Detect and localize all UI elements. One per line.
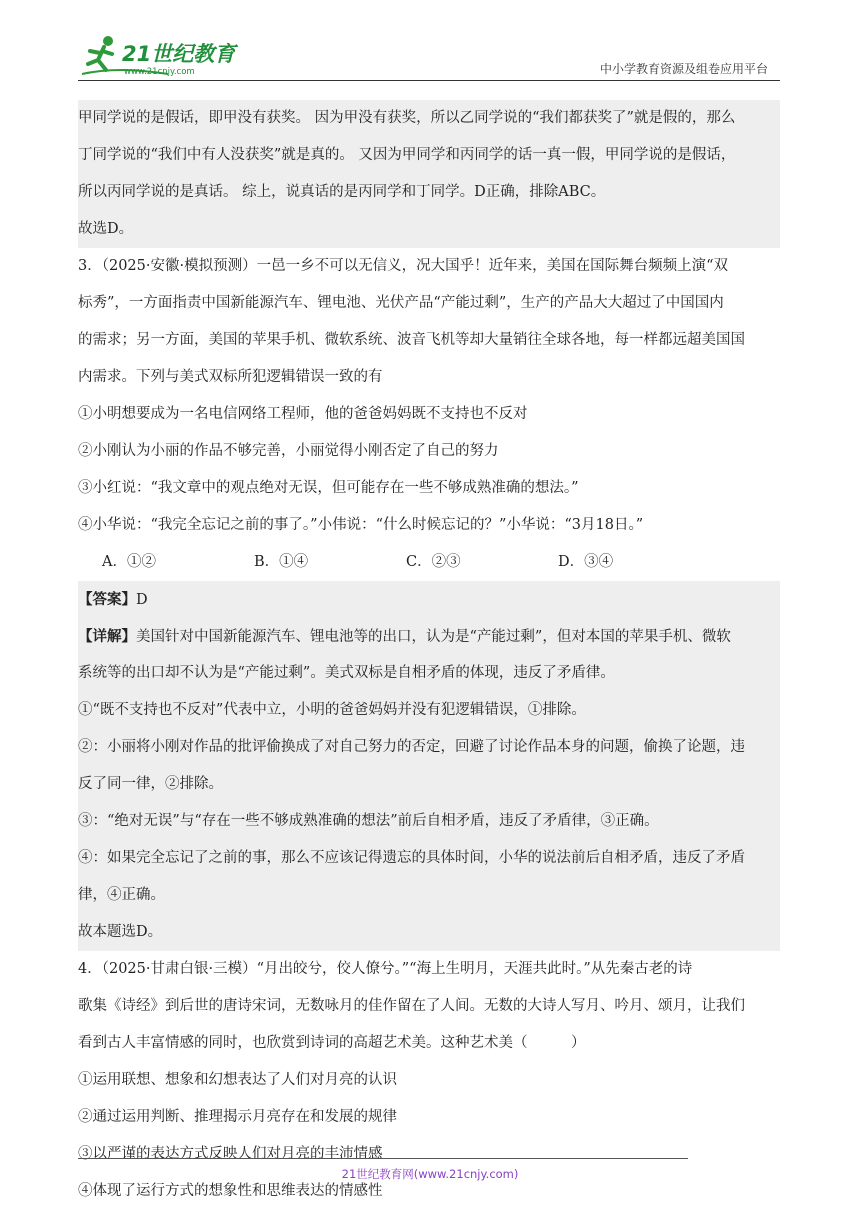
question-3-conclusion: 故本题选D。 <box>78 914 780 951</box>
option-b: B．①④ <box>254 554 309 570</box>
detail-line <box>78 618 780 655</box>
question-stem-line: 内需求。下列与美式双标所犯逻辑错误一致的有 <box>78 369 383 385</box>
header-platform-text: 中小学教育资源及组卷应用平台 <box>600 62 769 76</box>
detail-line: ①“既不支持也不反对”代表中立，小明的爸爸妈妈并没有犯逻辑错误，①排除。 <box>78 702 586 718</box>
detail-text: 美国针对中国新能源汽车、锂电池等的出口，认为是“产能过剩”，但对本国的苹果手机、微软 <box>136 629 731 645</box>
question-stem-line: 3．（2025·安徽·模拟预测）一邑一乡不可以无信义，况大国乎！近年来，美国在国际舞台频频上演“双 <box>78 258 729 274</box>
answer-line <box>78 581 780 618</box>
footer-divider <box>78 1158 688 1159</box>
answer-explanation-block <box>78 581 780 914</box>
statement-item: ②小刚认为小丽的作品不够完善，小丽觉得小刚否定了自己的努力 <box>78 443 499 459</box>
answer-value: D <box>136 592 148 608</box>
question-stem-line: 看到古人丰富情感的同时，也欣赏到诗词的高超艺术美。这种艺术美（ ） <box>78 1035 586 1051</box>
option-a: A．①② <box>102 554 156 570</box>
statement-item: ④体现了运行方式的想象性和思维表达的情感性 <box>78 1183 383 1199</box>
detail-line: 反了同一律，②排除。 <box>78 776 223 792</box>
detail-tag: 【详解】 <box>78 628 136 645</box>
statement-item: ③小红说：“我文章中的观点绝对无误，但可能存在一些不够成熟准确的想法。” <box>78 480 579 496</box>
option-d: D．③④ <box>558 554 614 570</box>
question-stem-line: 4．（2025·甘肃白银·三模）“月出皎兮，佼人僚兮。”“海上生明月，天涯共此时。”从先秦古老的诗 <box>78 961 693 977</box>
detail-line: ④：如果完全忘记了之前的事，那么不应该记得遗忘的具体时间，小华的说法前后自相矛盾，违反了矛盾 <box>78 850 745 866</box>
document-body <box>78 100 780 1210</box>
option-c: C．②③ <box>406 554 461 570</box>
text-line: 甲同学说的是假话，即甲没有获奖。 因为甲没有获奖，所以乙同学说的“我们都获奖了”就是假的，那么 <box>78 110 736 126</box>
detail-line: 律，④正确。 <box>78 887 165 903</box>
logo-url: www.21cnjy.com <box>124 67 195 77</box>
text-line: 所以丙同学说的是真话。 综上，说真话的是丙同学和丁同学。D正确，排除ABC。 <box>78 184 606 200</box>
statement-item: ①小明想要成为一名电信网络工程师，他的爸爸妈妈既不支持也不反对 <box>78 406 528 422</box>
question-3 <box>78 248 780 581</box>
statement-item: ②通过运用判断、推理揭示月亮存在和发展的规律 <box>78 1109 397 1125</box>
footer-link[interactable]: 21世纪教育网(www.21cnjy.com) <box>341 1167 519 1181</box>
statement-item: ③以严谨的表达方式反映人们对月亮的丰沛情感 <box>78 1146 383 1162</box>
detail-line: ③：“绝对无误”与“存在一些不够成熟准确的想法”前后自相矛盾，违反了矛盾律，③正确。 <box>78 813 659 829</box>
statement-item: ④小华说：“我完全忘记之前的事了。”小伟说：“什么时候忘记的？”小华说：“3月18日。” <box>78 517 644 533</box>
site-logo <box>78 30 248 78</box>
question-stem-line: 标秀”，一方面指责中国新能源汽车、锂电池、光伏产品“产能过剩”，生产的产品大大超过了中国国内 <box>78 295 724 311</box>
answer-tag: 【答案】 <box>78 591 136 608</box>
detail-line: 系统等的出口却不认为是“产能过剩”。美式双标是自相矛盾的体现，违反了矛盾律。 <box>78 665 615 681</box>
text-line: 丁同学说的“我们中有人没获奖”就是真的。 又因为甲同学和丙同学的话一真一假，甲同学说的是假话， <box>78 147 736 163</box>
previous-answer-block <box>78 100 780 211</box>
previous-conclusion: 故选D。 <box>78 211 780 248</box>
logo-text: 21世纪教育 <box>122 42 236 66</box>
answer-options <box>78 544 780 581</box>
detail-line: ②：小丽将小刚对作品的批评偷换成了对自己努力的否定，回避了讨论作品本身的问题，偷换了论题，违 <box>78 739 745 755</box>
header-divider <box>78 80 780 81</box>
question-stem-line: 的需求；另一方面，美国的苹果手机、微软系统、波音飞机等却大量销往全球各地，每一样都远超美国国 <box>78 332 745 348</box>
question-stem-line: 歌集《诗经》到后世的唐诗宋词，无数咏月的佳作留在了人间。无数的大诗人写月、吟月、颂月，让我们 <box>78 998 745 1014</box>
statement-item: ①运用联想、想象和幻想表达了人们对月亮的认识 <box>78 1072 397 1088</box>
